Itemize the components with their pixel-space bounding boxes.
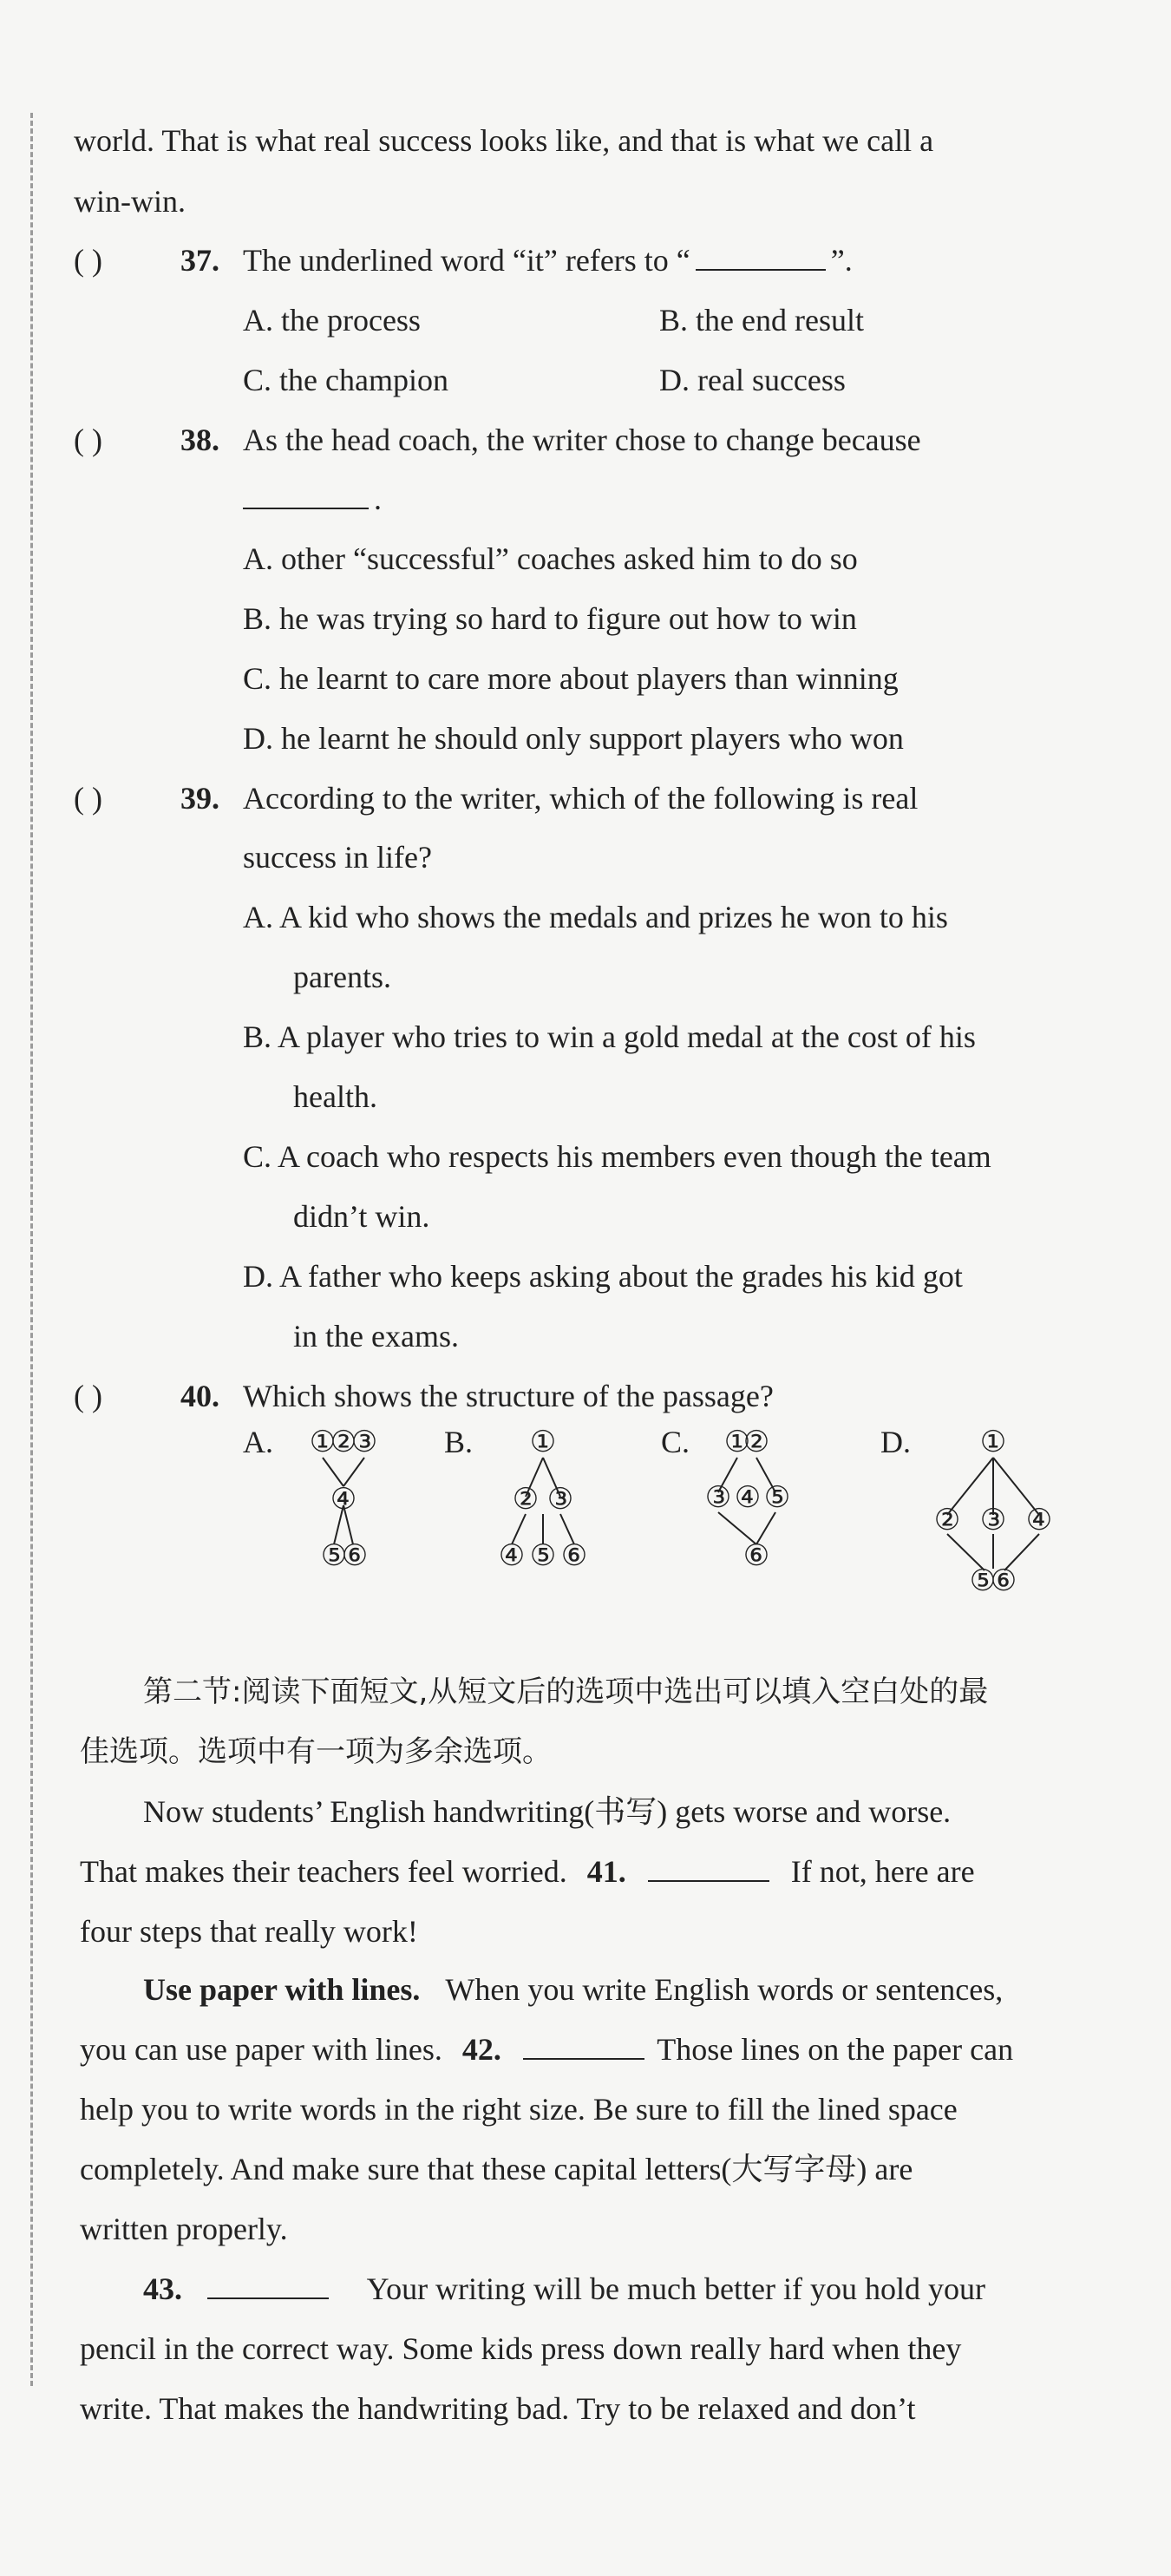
answer-blank-43[interactable]: [207, 2270, 329, 2299]
passage-line: [143, 1970, 1003, 2009]
node-1: ①: [723, 1425, 751, 1459]
stem-text: ”.: [830, 243, 853, 278]
option-a-label: A.: [243, 1425, 273, 1459]
passage-line: [80, 2030, 1013, 2068]
node-5: ⑤: [529, 1538, 557, 1573]
option-a: A. the process: [243, 303, 421, 338]
node-3: ③: [350, 1425, 378, 1459]
answer-blank-41[interactable]: [648, 1852, 769, 1882]
passage-line: win-win.: [74, 184, 186, 219]
option-c: C. the champion: [243, 363, 448, 397]
blank-number-42: 42.: [461, 2032, 501, 2067]
node-6: ⑥: [341, 1538, 369, 1573]
passage-line: help you to write words in the right size. Be sure to fill the lined space: [80, 2092, 958, 2127]
question-number: 39.: [180, 781, 219, 816]
blank-number-43: 43.: [143, 2271, 182, 2306]
option-a: A. other “successful” coaches asked him to do so: [243, 541, 858, 576]
node-3: ③: [546, 1482, 574, 1517]
question-stem: Which shows the structure of the passage?: [243, 1379, 774, 1413]
question-number: 40.: [180, 1379, 219, 1413]
option-b: B. A player who tries to win a gold medal at the cost of his: [243, 1019, 976, 1054]
option-d: D. he learnt he should only support players who won: [243, 721, 904, 756]
section-instruction: 第二节:阅读下面短文,从短文后的选项中选出可以填入空白处的最: [143, 1675, 989, 1709]
node-1: ①: [979, 1425, 1007, 1459]
question-stem: [243, 480, 382, 518]
passage-text: Those lines on the paper can: [657, 2032, 1014, 2067]
step-heading: Use paper with lines.: [143, 1972, 421, 2007]
question-stem: According to the writer, which of the following is real: [243, 781, 919, 816]
option-d: D. A father who keeps asking about the grades his kid got: [243, 1259, 963, 1294]
answer-paren[interactable]: ( ): [74, 781, 102, 816]
passage-line: [143, 2270, 985, 2308]
node-4: ④: [330, 1482, 357, 1517]
node-1: ①: [529, 1425, 557, 1459]
answer-paren[interactable]: ( ): [74, 423, 102, 457]
node-4: ④: [1025, 1503, 1053, 1537]
option-c-cont: didn’t win.: [293, 1199, 430, 1234]
question-stem: [243, 241, 853, 279]
stem-text: .: [374, 482, 382, 516]
node-3: ③: [979, 1503, 1007, 1537]
question-number: 38.: [180, 423, 219, 457]
node-1: ①: [309, 1425, 337, 1459]
passage-line: four steps that really work!: [80, 1914, 418, 1949]
node-6: ⑥: [990, 1563, 1017, 1598]
passage-text: you can use paper with lines.: [80, 2032, 442, 2067]
blank-number-41: 41.: [586, 1854, 626, 1889]
passage-line: pencil in the correct way. Some kids press down really hard when they: [80, 2331, 962, 2366]
option-d: D. real success: [659, 363, 846, 397]
option-c-label: C.: [661, 1425, 690, 1459]
option-c: C. A coach who respects his members even though the team: [243, 1139, 991, 1174]
option-a-cont: parents.: [293, 960, 391, 994]
passage-text: When you write English words or sentences,: [445, 1972, 1004, 2007]
answer-paren[interactable]: ( ): [74, 243, 102, 278]
stem-text: The underlined word “it” refers to “: [243, 243, 690, 278]
answer-paren[interactable]: ( ): [74, 1379, 102, 1413]
question-stem: success in life?: [243, 840, 432, 875]
node-6: ⑥: [560, 1538, 588, 1573]
passage-text: If not, here are: [790, 1854, 975, 1889]
section-instruction: 佳选项。选项中有一项为多余选项。: [80, 1734, 552, 1769]
passage-text: Your writing will be much better if you hold your: [366, 2271, 985, 2306]
node-2: ②: [330, 1425, 357, 1459]
option-b: B. the end result: [659, 303, 864, 338]
option-b-label: B.: [444, 1425, 474, 1459]
question-number: 37.: [180, 243, 219, 278]
node-4: ④: [734, 1480, 762, 1515]
option-d-label: D.: [880, 1425, 911, 1459]
answer-blank: [243, 480, 369, 509]
node-4: ④: [498, 1538, 526, 1573]
node-6: ⑥: [743, 1538, 770, 1573]
answer-blank: [696, 241, 826, 271]
node-5: ⑤: [320, 1538, 348, 1573]
option-b-cont: health.: [293, 1079, 377, 1114]
passage-line: written properly.: [80, 2212, 288, 2246]
option-d-cont: in the exams.: [293, 1319, 459, 1354]
passage-line: world. That is what real success looks like, and that is what we call a: [74, 123, 934, 158]
passage-line: Now students’ English handwriting(书写) gets worse and worse.: [143, 1794, 952, 1829]
option-c: C. he learnt to care more about players than winning: [243, 661, 899, 696]
structure-diagrams: [0, 1414, 1171, 1614]
node-3: ③: [704, 1480, 732, 1515]
binding-dashed-line: [30, 113, 33, 2386]
node-2: ②: [743, 1425, 770, 1459]
passage-line: [80, 1852, 975, 1891]
passage-line: write. That makes the handwriting bad. Try to be relaxed and don’t: [80, 2391, 916, 2426]
node-5: ⑤: [969, 1563, 997, 1598]
node-2: ②: [512, 1482, 540, 1517]
node-2: ②: [933, 1503, 961, 1537]
option-a: A. A kid who shows the medals and prizes he won to his: [243, 900, 948, 934]
option-b: B. he was trying so hard to figure out how to win: [243, 601, 857, 636]
answer-blank-42[interactable]: [523, 2030, 644, 2060]
node-5: ⑤: [763, 1480, 791, 1515]
passage-text: That makes their teachers feel worried.: [80, 1854, 567, 1889]
passage-line: completely. And make sure that these capital letters(大写字母) are: [80, 2152, 913, 2186]
question-stem: As the head coach, the writer chose to change because: [243, 423, 921, 457]
